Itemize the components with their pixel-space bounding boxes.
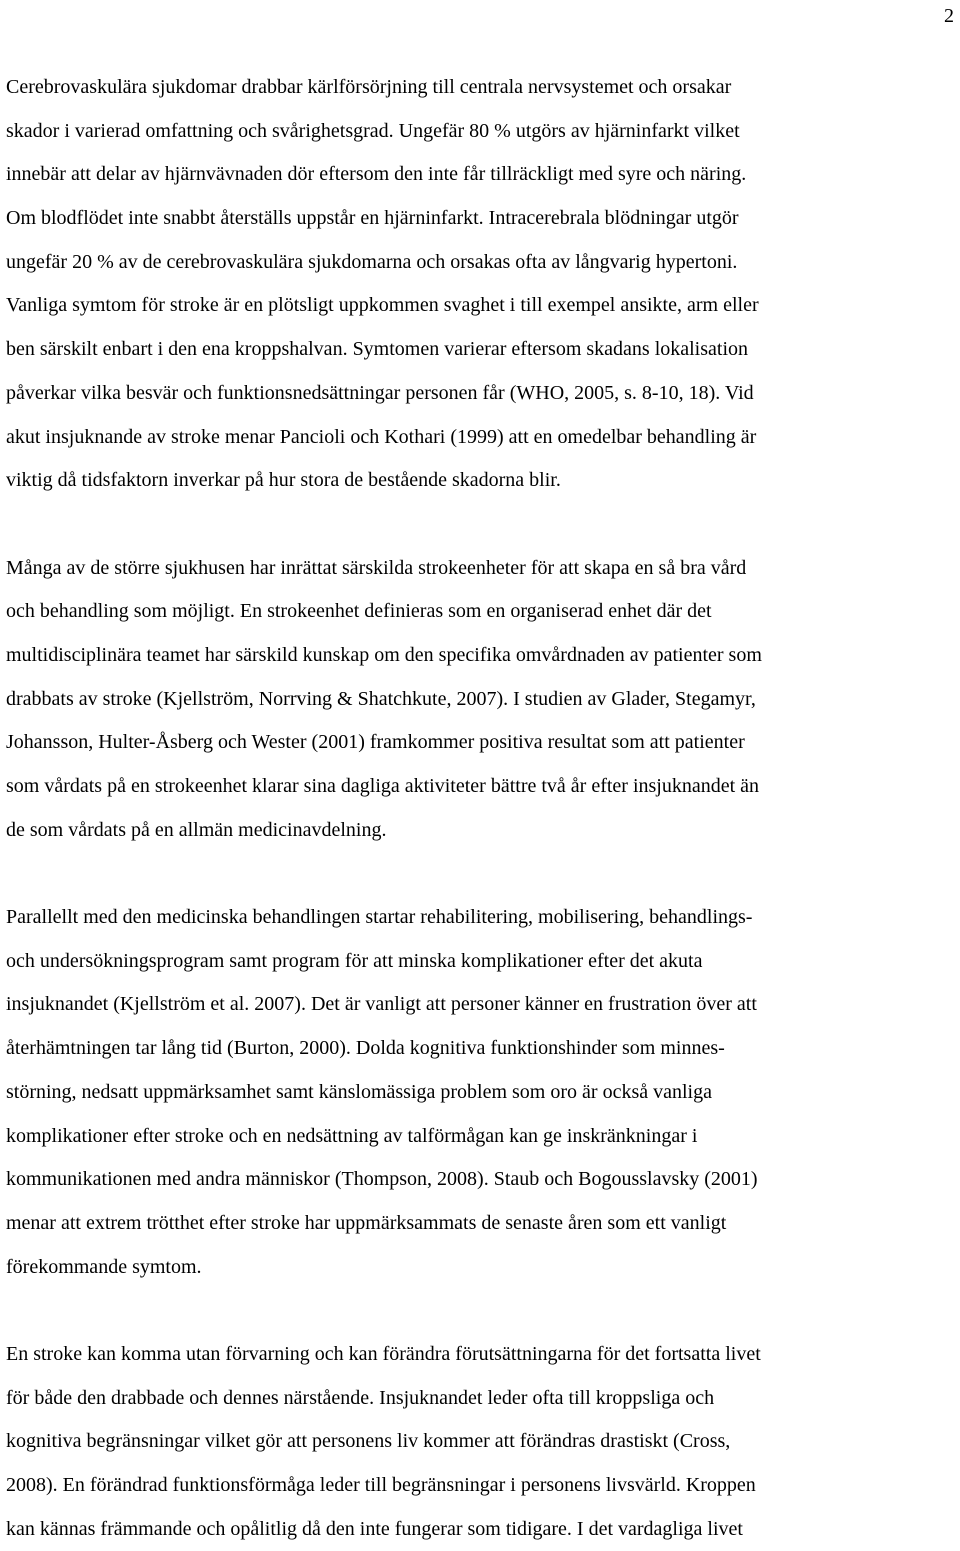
paragraph-cerebrovascular-disease xyxy=(6,66,952,503)
text-line: påverkar vilka besvär och funktionsnedsättningar personen får (WHO, 2005, s. 8-10, 18). Vid xyxy=(6,381,754,404)
document-body xyxy=(6,66,952,1551)
text-line: 2008). En förändrad funktionsförmåga leder till begränsningar i personens livsvärld. Kroppen xyxy=(6,1474,756,1496)
text-line: för både den drabbade och dennes närstående. Insjuknandet leder ofta till kroppsliga och xyxy=(6,1386,715,1409)
text-line: störning, nedsatt uppmärksamhet samt känslomässiga problem som oro är också vanliga xyxy=(6,1080,712,1103)
text-line: komplikationer efter stroke och en nedsättning av talförmågan kan ge inskränkningar i xyxy=(6,1124,698,1147)
paragraph-stroke-units xyxy=(6,547,952,853)
text-line: drabbats av stroke (Kjellström, Norrving & Shatchkute, 2007). I studien av Glader, Stegamyr, xyxy=(6,687,756,710)
text-line: och behandling som möjligt. En strokeenhet definieras som en organiserad enhet där det xyxy=(6,600,712,623)
text-line: kognitiva begränsningar vilket gör att personens liv kommer att förändras drastiskt (Cross, xyxy=(6,1430,731,1453)
text-line: Johansson, Hulter-Åsberg och Wester (2001) framkommer positiva resultat som att patienter xyxy=(6,731,745,754)
text-line: kan kännas främmande och opålitlig då den inte fungerar som tidigare. I det vardagliga livet xyxy=(6,1517,743,1540)
text-line: En stroke kan komma utan förvarning och kan förändra förutsättningarna för det fortsatta livet xyxy=(6,1342,761,1365)
text-line: Vanliga symtom för stroke är en plötsligt uppkommen svaghet i till exempel ansikte, arm eller xyxy=(6,294,759,317)
text-line: återhämtningen tar lång tid (Burton, 2000). Dolda kognitiva funktionshinder som minnes- xyxy=(6,1037,725,1060)
text-line: Cerebrovaskulära sjukdomar drabbar kärlförsörjning till centrala nervsystemet och orsakar xyxy=(6,76,732,98)
text-line: Parallellt med den medicinska behandlingen startar rehabilitering, mobilisering, behandlings- xyxy=(6,906,753,929)
text-line: insjuknandet (Kjellström et al. 2007). Det är vanligt att personer känner en frustration över att xyxy=(6,993,757,1016)
text-line: förekommande symtom. xyxy=(6,1255,202,1278)
text-line: som vårdats på en strokeenhet klarar sina dagliga aktiviteter bättre två år efter insjuknandet än xyxy=(6,775,760,797)
text-line: multidisciplinära teamet har särskild kunskap om den specifika omvårdnaden av patienter som xyxy=(6,643,762,666)
text-line: de som vårdats på en allmän medicinavdelning. xyxy=(6,818,387,841)
text-line: skador i varierad omfattning och svårighetsgrad. Ungefär 80 % utgörs av hjärninfarkt vilket xyxy=(6,119,740,142)
text-line: viktig då tidsfaktorn inverkar på hur stora de bestående skadorna blir. xyxy=(6,469,561,492)
text-line: och undersökningsprogram samt program för att minska komplikationer efter det akuta xyxy=(6,949,703,972)
text-line: menar att extrem trötthet efter stroke har uppmärksammats de senaste åren som ett vanligt xyxy=(6,1211,727,1234)
text-line: Om blodflödet inte snabbt återställs uppstår en hjärninfarkt. Intracerebrala blödningar utgör xyxy=(6,207,739,230)
text-line: kommunikationen med andra människor (Thompson, 2008). Staub och Bogousslavsky (2001) xyxy=(6,1168,758,1191)
text-line: ungefär 20 % av de cerebrovaskulära sjukdomarna och orsakas ofta av långvarig hypertoni. xyxy=(6,250,738,273)
text-line: ben särskilt enbart i den ena kroppshalvan. Symtomen varierar eftersom skadans lokalisation xyxy=(6,338,749,361)
text-line: innebär att delar av hjärnvävnaden dör eftersom den inte får tillräckligt med syre och näring. xyxy=(6,163,747,186)
paragraph-life-changes xyxy=(6,1333,952,1551)
page-number: 2 xyxy=(944,5,954,27)
text-line: akut insjuknande av stroke menar Pancioli och Kothari (1999) att en omedelbar behandling är xyxy=(6,425,757,448)
paragraph-rehabilitation xyxy=(6,896,952,1289)
text-line: Många av de större sjukhusen har inrättat särskilda strokeenheter för att skapa en så bra vård xyxy=(6,556,747,579)
